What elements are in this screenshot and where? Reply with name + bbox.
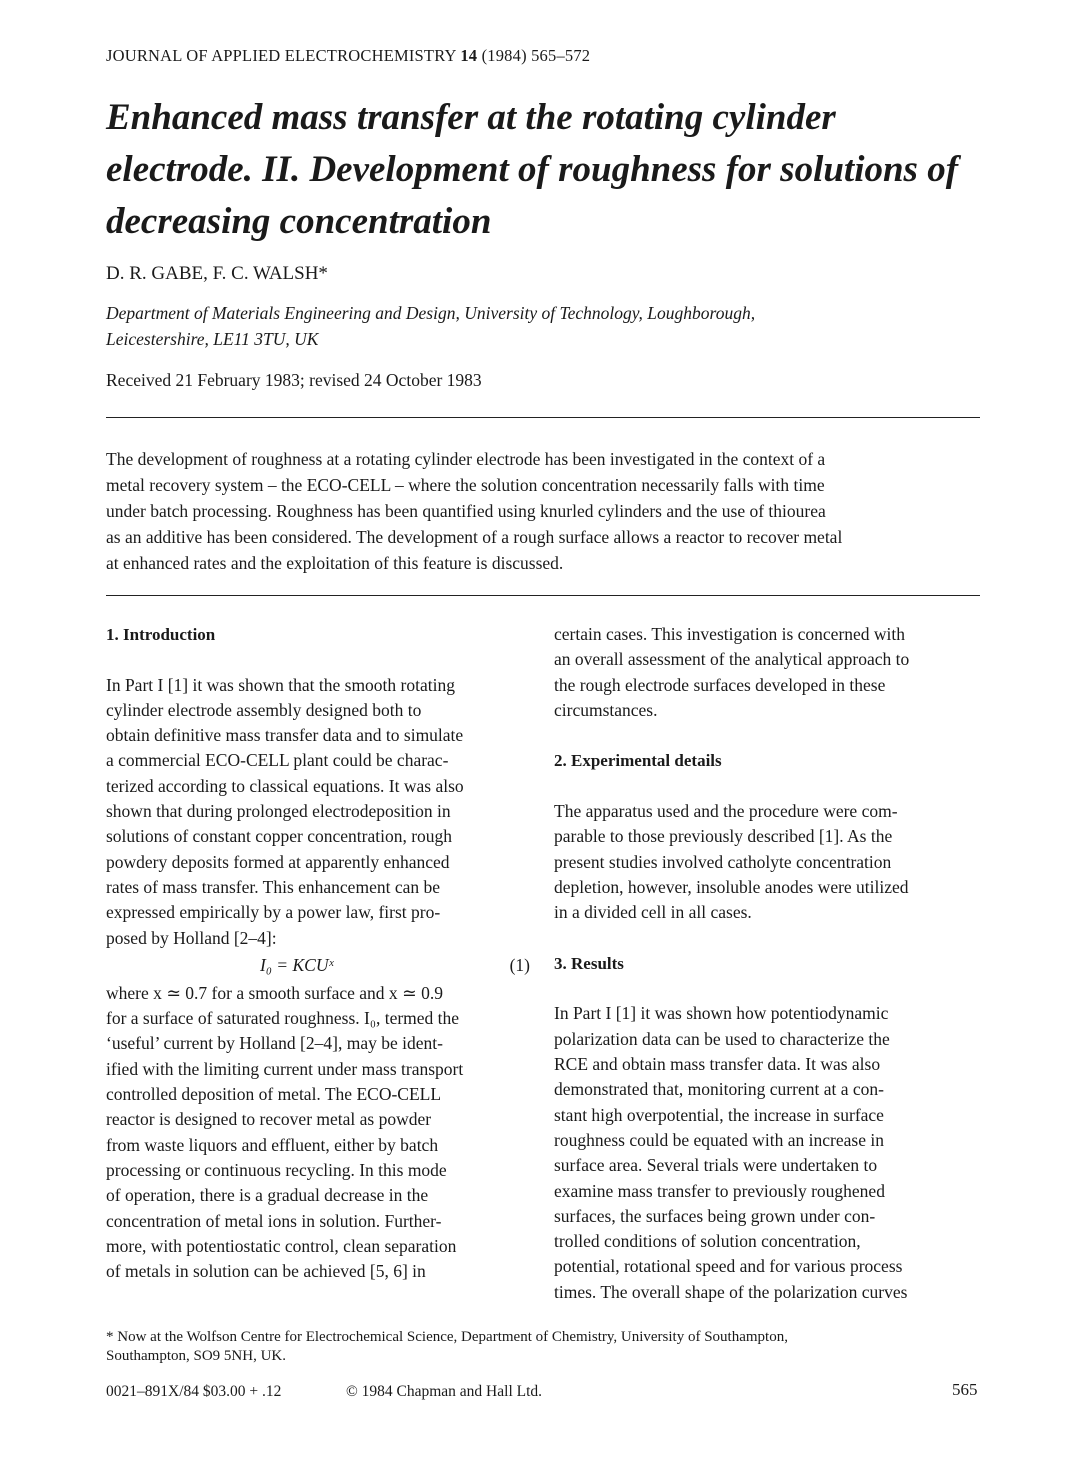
abstract-line: metal recovery system – the ECO-CELL – where the solution concentration necessarily falls with time bbox=[106, 475, 825, 495]
body-line: examine mass transfer to previously roughened bbox=[554, 1180, 885, 1201]
abstract-line: as an additive has been considered. The development of a rough surface allows a reactor to recover metal bbox=[106, 527, 843, 547]
body-line: RCE and obtain mass transfer data. It was also bbox=[554, 1054, 881, 1075]
body-line: In Part I [1] it was shown that the smooth rotating bbox=[106, 674, 455, 695]
body-line: trolled conditions of solution concentration, bbox=[554, 1231, 861, 1252]
section-heading-results: 3. Results bbox=[554, 953, 624, 973]
journal-volume: 14 bbox=[460, 46, 478, 65]
body-line: roughness could be equated with an increase in bbox=[554, 1129, 884, 1150]
body-line: certain cases. This investigation is concerned with bbox=[554, 624, 906, 644]
body-line: circumstances. bbox=[554, 699, 658, 720]
received-dates: Received 21 February 1983; revised 24 October 1983 bbox=[106, 370, 482, 390]
body-line: for a surface of saturated roughness. I₀, termed the bbox=[106, 1008, 460, 1029]
title-line: Enhanced mass transfer at the rotating cylinder bbox=[106, 97, 836, 138]
body-line: obtain definitive mass transfer data and to simulate bbox=[106, 725, 464, 746]
footnote bbox=[106, 1328, 788, 1366]
divider-bottom bbox=[106, 595, 980, 596]
abstract-line: under batch processing. Roughness has been quantified using knurled cylinders and the use of thiourea bbox=[106, 501, 826, 521]
body-line: cylinder electrode assembly designed both to bbox=[106, 699, 422, 720]
section-heading-experimental: 2. Experimental details bbox=[554, 751, 722, 771]
body-line: an overall assessment of the analytical approach to bbox=[554, 649, 910, 670]
body-line: posed by Holland [2–4]: bbox=[106, 927, 277, 948]
body-line: in a divided cell in all cases. bbox=[554, 902, 752, 923]
body-line: shown that during prolonged electrodeposition in bbox=[106, 801, 451, 822]
article-title bbox=[106, 92, 1036, 248]
body-line: potential, rotational speed and for various process bbox=[554, 1256, 903, 1277]
spacer bbox=[554, 976, 984, 1001]
body-line: controlled deposition of metal. The ECO-CELL bbox=[106, 1084, 442, 1105]
equation-1 bbox=[106, 951, 542, 981]
footnote-line: Southampton, SO9 5NH, UK. bbox=[106, 1348, 287, 1364]
body-line: powdery deposits formed at apparently enhanced bbox=[106, 851, 450, 872]
body-line: polarization data can be used to characterize the bbox=[554, 1028, 890, 1049]
body-line: solutions of constant copper concentration, rough bbox=[106, 826, 453, 847]
section-heading-introduction: 1. Introduction bbox=[106, 625, 216, 644]
body-line: of metals in solution can be achieved [5, 6] in bbox=[106, 1261, 426, 1282]
footnote-line: * Now at the Wolfson Centre for Electrochemical Science, Department of Chemistry, University of Southampton, bbox=[106, 1329, 788, 1345]
body-line: surfaces, the surfaces being grown under con- bbox=[554, 1205, 876, 1226]
body-line: where x ≃ 0.7 for a smooth surface and x ≃ 0.9 bbox=[106, 982, 443, 1003]
title-line: electrode. II. Development of roughness for solutions of bbox=[106, 149, 959, 190]
body-line: surface area. Several trials were undertaken to bbox=[554, 1155, 878, 1176]
title-line: decreasing concentration bbox=[106, 201, 492, 242]
divider-top bbox=[106, 417, 980, 418]
equation-number: (1) bbox=[509, 954, 530, 975]
body-line: rates of mass transfer. This enhancement can be bbox=[106, 876, 440, 897]
body-line: In Part I [1] it was shown how potentiodynamic bbox=[554, 1003, 889, 1024]
journal-header bbox=[106, 46, 590, 66]
body-line: ‘useful’ current by Holland [2–4], may be ident- bbox=[106, 1033, 443, 1054]
body-line: present studies involved catholyte concentration bbox=[554, 851, 892, 872]
journal-name: JOURNAL OF APPLIED ELECTROCHEMISTRY bbox=[106, 46, 457, 65]
issn-price: 0021–891X/84 $03.00 + .12 bbox=[106, 1383, 282, 1400]
abstract bbox=[106, 446, 986, 576]
copyright: © 1984 Chapman and Hall Ltd. bbox=[346, 1383, 543, 1400]
spacer bbox=[554, 723, 984, 748]
spacer bbox=[106, 647, 542, 672]
body-line: from waste liquors and effluent, either by batch bbox=[106, 1134, 439, 1155]
affiliation-line: Department of Materials Engineering and Design, University of Technology, Loughborough, bbox=[106, 303, 756, 323]
page-number: 565 bbox=[952, 1380, 978, 1399]
body-line: depletion, however, insoluble anodes were utilized bbox=[554, 876, 909, 897]
body-line: a commercial ECO-CELL plant could be charac- bbox=[106, 750, 449, 771]
body-line: concentration of metal ions in solution. Further- bbox=[106, 1210, 442, 1231]
body-line: expressed empirically by a power law, first pro- bbox=[106, 902, 441, 923]
abstract-line: at enhanced rates and the exploitation of this feature is discussed. bbox=[106, 553, 564, 573]
abstract-line: The development of roughness at a rotating cylinder electrode has been investigated in the context of a bbox=[106, 449, 826, 469]
left-column bbox=[106, 622, 542, 1284]
body-line: processing or continuous recycling. In this mode bbox=[106, 1159, 447, 1180]
affiliation-line: Leicestershire, LE11 3TU, UK bbox=[106, 329, 319, 349]
spacer bbox=[554, 774, 984, 799]
body-line: ified with the limiting current under mass transport bbox=[106, 1058, 464, 1079]
body-line: parable to those previously described [1]. As the bbox=[554, 826, 893, 847]
right-column bbox=[554, 622, 984, 1305]
body-line: stant high overpotential, the increase in surface bbox=[554, 1104, 884, 1125]
equation-expression: I₀ = KCUˣ bbox=[260, 954, 334, 975]
body-line: of operation, there is a gradual decrease in the bbox=[106, 1185, 429, 1206]
body-line: the rough electrode surfaces developed in these bbox=[554, 674, 886, 695]
body-line: The apparatus used and the procedure were com- bbox=[554, 801, 898, 822]
authors: D. R. GABE, F. C. WALSH* bbox=[106, 263, 328, 284]
body-line: terized according to classical equations. It was also bbox=[106, 775, 464, 796]
affiliation bbox=[106, 300, 986, 352]
journal-year-pages: (1984) 565–572 bbox=[481, 46, 591, 65]
body-line: more, with potentiostatic control, clean separation bbox=[106, 1235, 457, 1256]
spacer bbox=[554, 926, 984, 951]
body-line: demonstrated that, monitoring current at a con- bbox=[554, 1079, 884, 1100]
body-line: times. The overall shape of the polarization curves bbox=[554, 1281, 908, 1302]
body-line: reactor is designed to recover metal as powder bbox=[106, 1109, 432, 1130]
